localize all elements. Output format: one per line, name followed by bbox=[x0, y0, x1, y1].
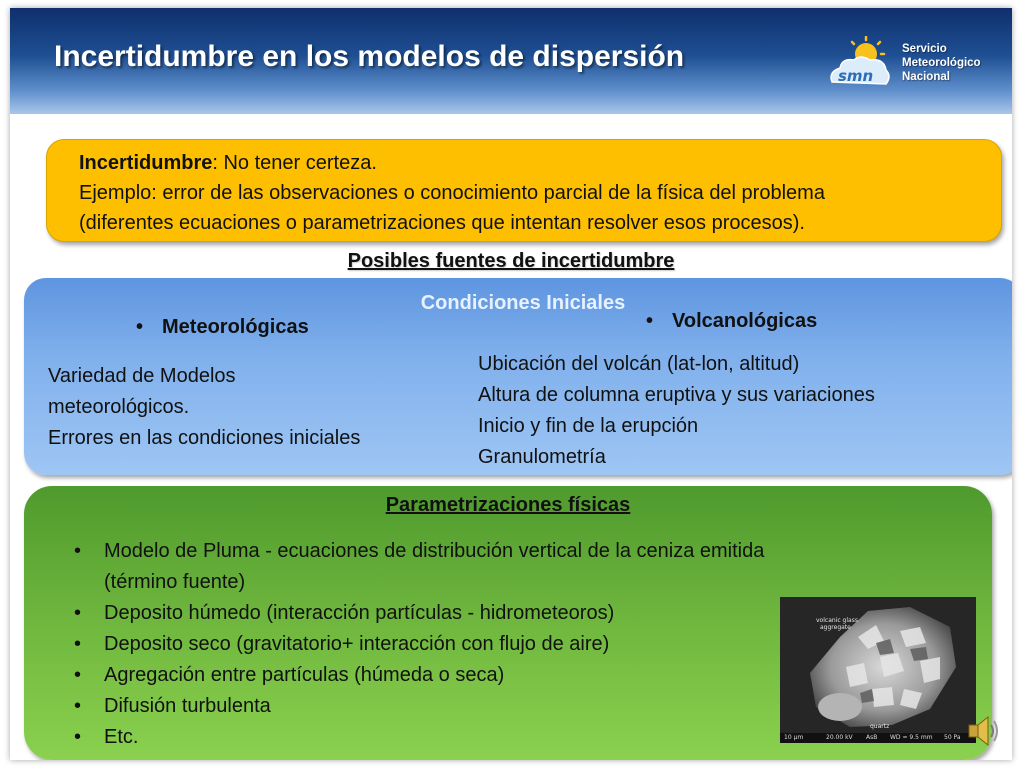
list-item bbox=[70, 536, 900, 567]
volcanological-line: Ubicación del volcán (lat-lon, altitud) bbox=[478, 353, 800, 375]
sem-label-aggregate: aggregate bbox=[820, 624, 851, 631]
smn-logo bbox=[826, 36, 1006, 96]
sem-pressure: 50 Pa bbox=[944, 734, 961, 741]
initial-conditions-title: Condiciones Iniciales bbox=[420, 292, 626, 314]
definition-box bbox=[46, 139, 1002, 242]
bullet-icon: • bbox=[74, 726, 82, 748]
volcanological-heading-label: Volcanológicas bbox=[672, 310, 818, 332]
bullet-icon: • bbox=[74, 664, 82, 686]
slide-header bbox=[10, 8, 1012, 114]
slide-title: Incertidumbre en los modelos de dispersión bbox=[54, 40, 685, 73]
meteorological-line: Variedad de Modelos bbox=[48, 365, 236, 387]
sem-label-glass: volcanic glass bbox=[816, 617, 858, 624]
definition-term: Incertidumbre bbox=[79, 152, 213, 174]
meteorological-line: Errores en las condiciones iniciales bbox=[48, 427, 361, 449]
meteorological-details bbox=[48, 361, 448, 454]
sem-detector: AsB bbox=[866, 734, 878, 741]
list-item-label: Etc. bbox=[104, 726, 139, 748]
bullet-icon: • bbox=[74, 602, 82, 624]
definition-meaning: : No tener certeza. bbox=[212, 152, 377, 174]
smn-logo-text bbox=[902, 42, 1012, 84]
volcanological-heading bbox=[646, 310, 817, 333]
initial-conditions-box bbox=[24, 278, 1012, 475]
sem-voltage: 20.00 kV bbox=[826, 734, 853, 741]
meteorological-heading-label: Meteorológicas bbox=[162, 316, 309, 338]
sem-wd: WD = 9.5 mm bbox=[890, 734, 933, 741]
list-item bbox=[70, 722, 900, 753]
slide bbox=[10, 8, 1012, 760]
smn-logo-icon bbox=[826, 36, 892, 94]
ash-aggregate-image bbox=[780, 597, 976, 743]
meteorological-heading bbox=[136, 316, 309, 339]
bullet-icon: • bbox=[74, 695, 82, 717]
volcanological-line: Inicio y fin de la erupción bbox=[478, 415, 699, 437]
logo-line-1: Servicio bbox=[902, 43, 947, 55]
parametrizations-list bbox=[70, 536, 900, 753]
logo-line-2: Meteorológico bbox=[902, 57, 981, 69]
definition-text bbox=[79, 148, 989, 238]
volcanological-line: Altura de columna eruptiva y sus variaciones bbox=[478, 384, 875, 406]
volcanological-details bbox=[478, 349, 998, 473]
list-item bbox=[70, 629, 900, 660]
sem-scale: 10 µm bbox=[784, 734, 804, 741]
sources-title: Posibles fuentes de incertidumbre bbox=[347, 250, 675, 272]
logo-line-3: Nacional bbox=[902, 71, 950, 83]
list-item-continuation: (término fuente) bbox=[104, 571, 246, 593]
list-item-label: Deposito húmedo (interacción partículas - hidrometeoros) bbox=[104, 602, 615, 624]
sem-label-quartz: quartz bbox=[870, 723, 890, 730]
bullet-icon: • bbox=[136, 316, 144, 338]
bullet-icon: • bbox=[646, 310, 654, 332]
list-item-label: Agregación entre partículas (húmeda o seca) bbox=[104, 664, 505, 686]
bullet-icon: • bbox=[74, 633, 82, 655]
bullet-icon: • bbox=[74, 540, 82, 562]
list-item bbox=[70, 598, 900, 629]
volcanological-line: Granulometría bbox=[478, 446, 606, 468]
definition-example-line-2: (diferentes ecuaciones o parametrizaciones que intentan resolver esos procesos). bbox=[79, 212, 805, 234]
list-item-label: Deposito seco (gravitatorio+ interacción con flujo de aire) bbox=[104, 633, 610, 655]
sem-scale-bar bbox=[780, 733, 976, 743]
speaker-icon[interactable] bbox=[966, 712, 1000, 750]
list-item bbox=[70, 691, 900, 722]
list-item-label: Modelo de Pluma - ecuaciones de distribución vertical de la ceniza emitida bbox=[104, 540, 765, 562]
list-item-label: Difusión turbulenta bbox=[104, 695, 271, 717]
list-item bbox=[70, 660, 900, 691]
volcanic-ash-micrograph bbox=[780, 597, 976, 743]
smn-mark-text: smn bbox=[838, 67, 874, 85]
physical-parametrizations-title: Parametrizaciones físicas bbox=[385, 494, 631, 516]
meteorological-line: meteorológicos. bbox=[48, 396, 190, 418]
definition-example-line-1: Ejemplo: error de las observaciones o conocimiento parcial de la física del problema bbox=[79, 182, 825, 204]
